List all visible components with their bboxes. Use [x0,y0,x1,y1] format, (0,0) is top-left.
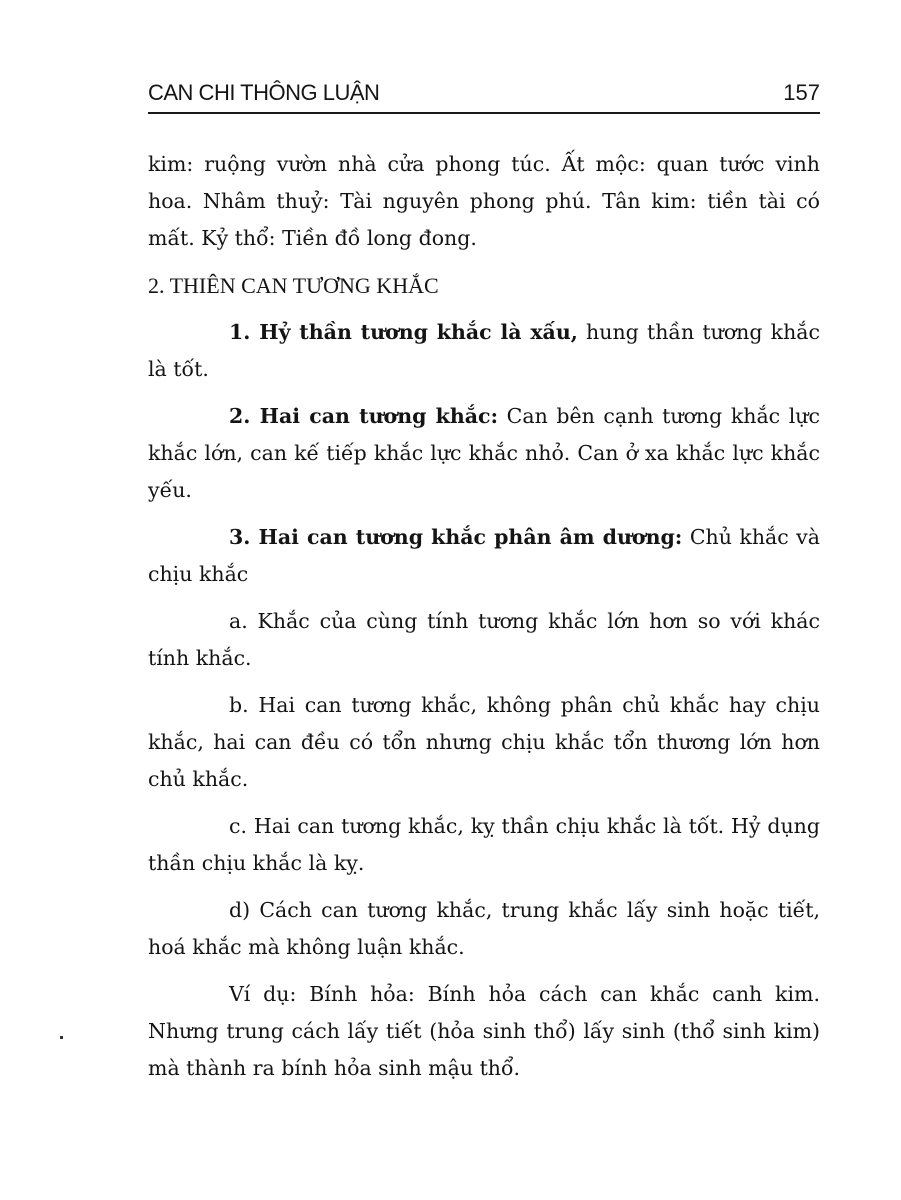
scan-speck [60,1036,63,1039]
rule-1-text: hung thần tương khắc là tốt. [148,320,820,381]
example-paragraph: Ví dụ: Bính hỏa: Bính hỏa cách can khắc canh kim. Nhưng trung cách lấy tiết (hỏa sinh thổ) lấy sinh (thổ sinh kim) mà thành ra bính hỏa sinh mậu thổ. [148,982,820,1080]
rule-1 [148,314,820,388]
header-divider [148,112,820,114]
rule-3-lead: 3. Hai can tương khắc phân âm dương: [229,525,683,549]
page-body [148,146,820,1087]
rule-3 [148,519,820,593]
running-header [148,80,820,114]
rule-2-lead: 2. Hai can tương khắc: [229,404,499,428]
sub-point-a: a. Khắc của cùng tính tương khắc lớn hơn so với khác tính khắc. [148,609,820,670]
opening-paragraph: kim: ruộng vườn nhà cửa phong túc. Ất mộc: quan tước vinh hoa. Nhâm thuỷ: Tài nguyên phong phú. Tân kim: tiền tài có mất. Kỷ thổ: Tiền đồ long đong. [148,152,820,250]
sub-point-b: b. Hai can tương khắc, không phân chủ khắc hay chịu khắc, hai can đều có tổn nhưng chịu khắc tổn thương lớn hơn chủ khắc. [148,693,820,791]
rule-1-lead: 1. Hỷ thần tương khắc là xấu, [229,320,578,344]
rule-2 [148,398,820,509]
section-heading: 2. THIÊN CAN TƯƠNG KHẮC [148,273,439,298]
rule-2-text: Can bên cạnh tương khắc lực khắc lớn, can kế tiếp khắc lực khắc nhỏ. Can ở xa khắc lực khắc yếu. [148,404,820,502]
sub-point-d: d) Cách can tương khắc, trung khắc lấy sinh hoặc tiết, hoá khắc mà không luận khắc. [148,898,820,959]
sub-point-c: c. Hai can tương khắc, kỵ thần chịu khắc là tốt. Hỷ dụng thần chịu khắc là kỵ. [148,814,820,875]
book-title: CAN CHI THÔNG LUẬN [148,80,380,105]
page-number: 157 [783,80,820,105]
rule-3-text: Chủ khắc và chịu khắc [148,525,820,586]
